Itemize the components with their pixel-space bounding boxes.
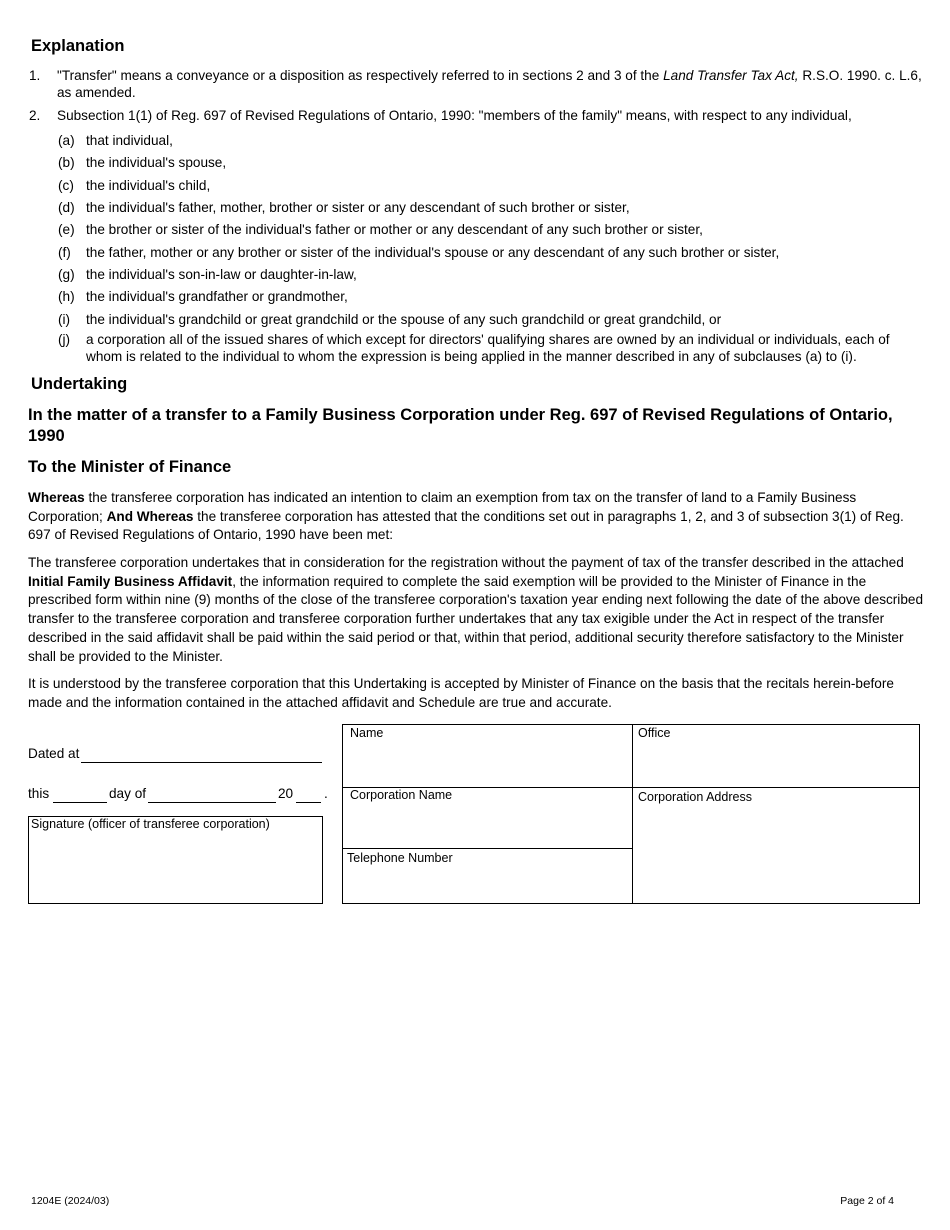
page-number: Page 2 of 4	[840, 1195, 894, 1207]
item-text-line2: as amended.	[57, 85, 136, 100]
corporation-info-table	[342, 724, 920, 904]
item-number: 2.	[29, 108, 41, 123]
day-of-label: day of	[109, 786, 147, 801]
dated-at-label: Dated at	[28, 746, 80, 761]
explanation-item-2	[29, 107, 929, 124]
affidavit-title: Initial Family Business Affidavit	[28, 573, 233, 589]
item-text: "Transfer" means a conveyance or a disposition as respectively referred to in sections 2 and 3 of the Land Transfer Tax Act, R.S.O. 1990. c. L.6,	[57, 68, 922, 83]
corporation-address-field[interactable]	[633, 788, 919, 903]
name-field[interactable]	[343, 725, 632, 787]
minister-heading: To the Minister of Finance	[28, 458, 232, 476]
date-period: .	[324, 786, 328, 801]
item-number: 1.	[29, 68, 41, 83]
office-label: Office	[638, 726, 671, 740]
telephone-label: Telephone Number	[347, 851, 453, 865]
understanding-paragraph: It is understood by the transferee corporation that this Undertaking is accepted by Minister of Finance on the basis that the recitals herein-before made and the information contained in the attached affidavit and Schedule are true and accurate.	[28, 676, 894, 710]
explanation-item-1	[29, 67, 929, 101]
name-label: Name	[350, 726, 384, 740]
signature-label: Signature (officer of transferee corporation)	[31, 817, 270, 831]
day-field[interactable]	[53, 802, 107, 803]
explanation-heading: Explanation	[31, 37, 125, 55]
form-number: 1204E (2024/03)	[31, 1195, 110, 1207]
month-field[interactable]	[148, 802, 276, 803]
undertaking-heading: Undertaking	[31, 375, 128, 393]
act-title: Land Transfer Tax Act,	[663, 68, 799, 83]
whereas-paragraph: Whereas the transferee corporation has indicated an intention to claim an exemption from tax on the transfer of land to a Family Business Corporation; And Whereas the transferee corporation has attested that the conditions set out in paragraphs 1, 2, and 3 of subsection 3(1) of Reg. 697 of Revised Regulations of Ontario, 1990 have been met:	[28, 490, 904, 543]
office-field[interactable]	[633, 725, 919, 787]
dated-at-field[interactable]	[81, 762, 322, 763]
year-prefix: 20	[278, 786, 294, 801]
corporation-name-label: Corporation Name	[350, 788, 453, 802]
corporation-name-field[interactable]	[343, 788, 632, 848]
telephone-field[interactable]	[343, 849, 632, 903]
matter-heading: In the matter of a transfer to a Family Business Corporation under Reg. 697 of Revised Regulations of Ontario, 1990	[28, 406, 893, 445]
year-field[interactable]	[296, 802, 321, 803]
this-label: this	[28, 786, 50, 801]
signature-box[interactable]	[28, 816, 323, 904]
corporation-address-label: Corporation Address	[638, 790, 752, 804]
undertaking-paragraph: The transferee corporation undertakes that in consideration for the registration without the payment of tax of the transfer described in the attached Initial Family Business Affidavit, the information required to complete the said exemption will be provided to the Minister of Finance in the prescribed form within nine (9) months of the close of the transferee corporation's taxation year ending next following the date of the above described transfer to the transferee corporation and transferee corporation further undertakes that any tax exigible under the Act in respect of the transfer described in the said affidavit shall be paid within the said period or that, within that period, additional security therefore satisfactory to the Minister shall be provided to the Minister.	[28, 555, 924, 664]
item-text: Subsection 1(1) of Reg. 697 of Revised Regulations of Ontario, 1990: "members of the family" means, with respect to any individual,	[57, 108, 852, 123]
